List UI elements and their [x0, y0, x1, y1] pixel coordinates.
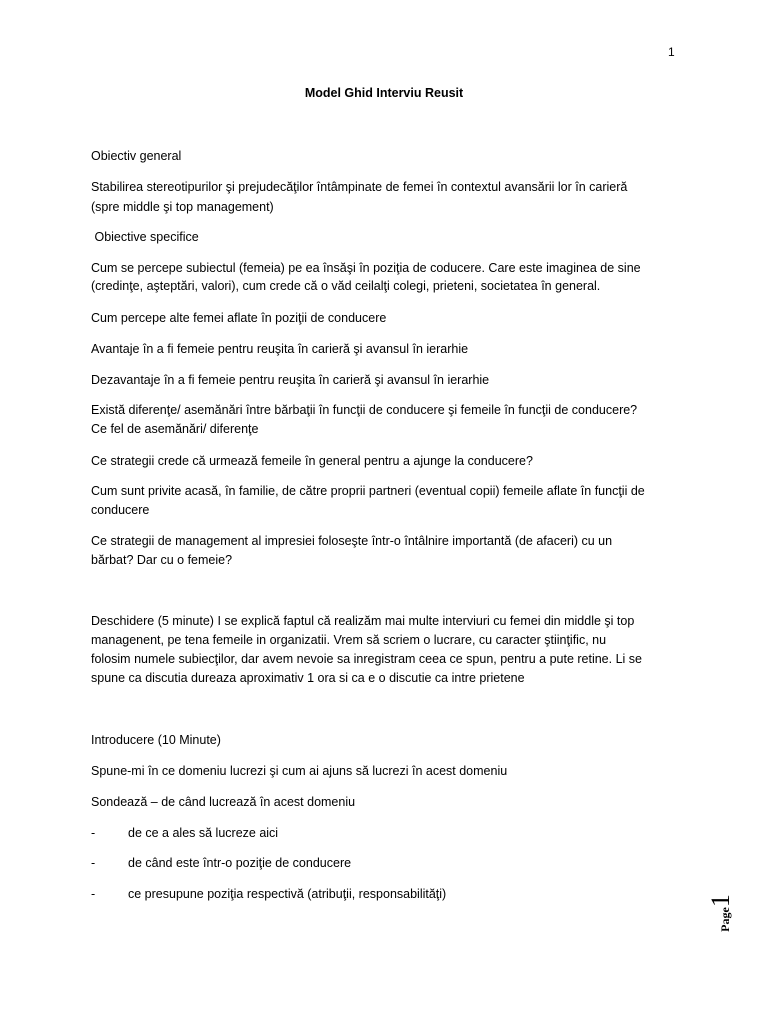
text-line: Obiective specifice [91, 230, 199, 244]
text-line: Dezavantaje în a fi femeie pentru reuşita în carieră şi avansul în ierarhie [91, 373, 490, 387]
text-line: Stabilirea stereotipurilor şi prejudecăţilor întâmpinate de femei în contextul avansării lor în carieră [91, 180, 628, 194]
text-line: Obiectiv general [91, 149, 182, 163]
text-line: Ce strategii crede că urmează femeile în general pentru a ajunge la conducere? [91, 454, 533, 468]
bullet-dash: - [91, 887, 96, 901]
text-line: Ce fel de asemănări/ diferenţe [91, 422, 259, 436]
bullet-dash: - [91, 856, 96, 870]
bullet-text: de ce a ales să lucreze aici [128, 826, 279, 840]
page-number: 1 [668, 45, 675, 59]
text-line: Cum se percepe subiectul (femeia) pe ea însăşi în poziţia de coducere. Care este imaginea de sine [91, 261, 641, 275]
page-footer-number: 1 [706, 894, 735, 908]
text-line: Există diferenţe/ asemănări între bărbaţii în funcţii de conducere şi femeile în funcţii de conducere? [91, 403, 638, 417]
bullet-dash: - [91, 826, 96, 840]
page-footer-label: Page [718, 907, 732, 932]
text-line: (credinţe, aşteptări, valori), cum crede că o văd ceilalţi colegi, prieteni, societatea în general. [91, 279, 601, 293]
text-line: Introducere (10 Minute) [91, 733, 221, 747]
text-line: bărbat? Dar cu o femeie? [91, 553, 233, 567]
text-line: folosim numele subiecţilor, dar avem nevoie sa inregistram ceea ce spun, pentru a pute retine. Li se [91, 652, 642, 666]
bullet-item [91, 853, 351, 873]
page-footer [706, 893, 746, 933]
document-title: Model Ghid Interviu Reusit [304, 86, 464, 100]
text-line: Cum percepe alte femei aflate în poziţii de conducere [91, 311, 387, 325]
text-line: Deschidere (5 minute) I se explică faptul că realizăm mai multe interviuri cu femei din middle şi top [91, 614, 635, 628]
text-line: Cum sunt privite acasă, în familie, de către proprii partneri (eventual copii) femeile aflate în funcţii de [91, 484, 645, 498]
text-line: conducere [91, 503, 150, 517]
bullet-item [91, 884, 446, 904]
text-line: Spune-mi în ce domeniu lucrezi şi cum ai ajuns să lucrezi în acest domeniu [91, 764, 508, 778]
bullet-text: de când este într-o poziţie de conducere [128, 856, 352, 870]
bullet-text: ce presupune poziţia respectivă (atribuţii, responsabilităţi) [128, 887, 447, 901]
text-line: Sondează – de când lucrează în acest domeniu [91, 795, 356, 809]
text-line: (spre middle şi top management) [91, 200, 274, 214]
text-line: Ce strategii de management al impresiei foloseşte într-o întâlnire importantă (de afaceri) cu un [91, 534, 613, 548]
text-line: spune ca discutia dureaza aproximativ 1 ora si ca e o discutie ca intre prietene [91, 671, 525, 685]
bullet-item [91, 823, 278, 843]
text-line: Avantaje în a fi femeie pentru reuşita în carieră şi avansul în ierarhie [91, 342, 469, 356]
text-line: managenent, pe tena femeile in organizatii. Vrem să scriem o lucrare, cu caracter ştiinţific, nu [91, 633, 607, 647]
